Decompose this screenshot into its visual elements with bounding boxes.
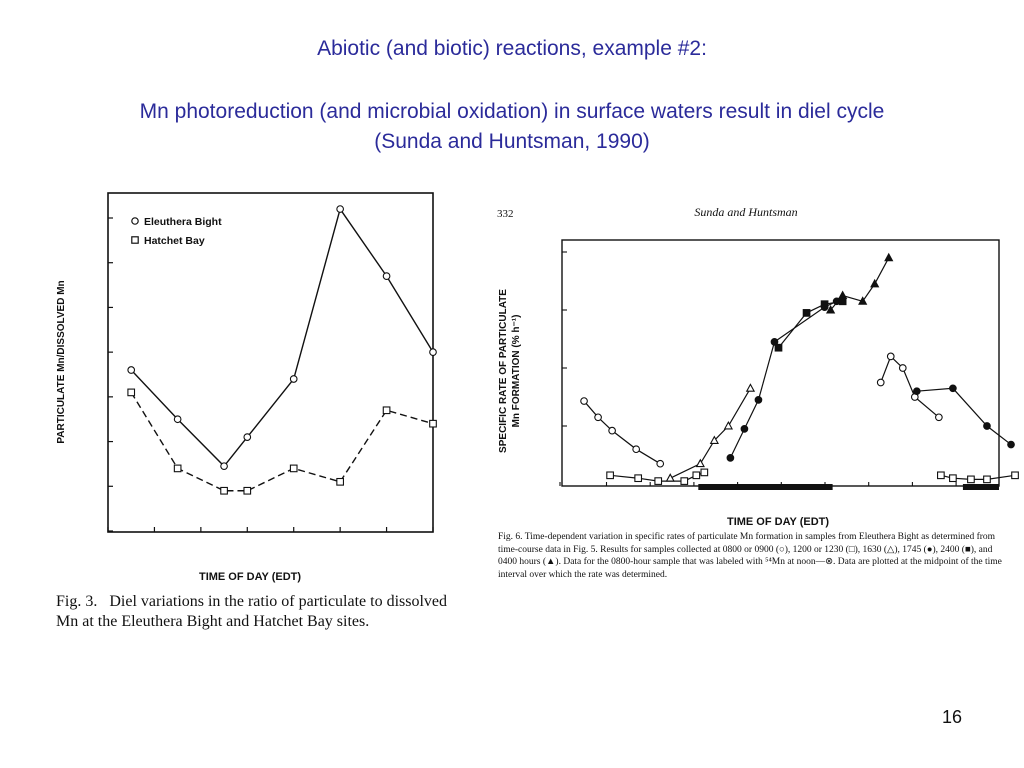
fig6-data-point-filled-circle — [914, 388, 921, 395]
fig6-data-point-open-circle — [633, 446, 640, 453]
fig6-series-line-filled-triangle — [831, 258, 889, 310]
fig6-data-point-filled-square — [803, 310, 810, 317]
fig6-data-point-open-circle — [595, 414, 602, 421]
fig6-data-point-open-square — [681, 478, 688, 485]
fig6-data-point-filled-triangle — [827, 306, 834, 313]
legend-label-hatchet: Hatchet Bay — [144, 235, 205, 247]
fig6-series-line-open-square — [941, 475, 1015, 479]
fig6-plot-frame — [562, 240, 999, 486]
fig6-data-point-open-circle — [581, 398, 588, 405]
fig6-data-point-open-circle — [609, 427, 616, 434]
page-number: 16 — [941, 707, 962, 727]
fig3-caption-text: Diel variations in the ratio of particulate to dissolved Mn at the Eleuthera Bight and Hatchet Bay sites. — [56, 593, 448, 630]
fig6-data-point-filled-circle — [950, 385, 957, 392]
fig6-data-point-open-triangle — [711, 437, 718, 444]
fig3-data-point-eleuthera — [430, 349, 437, 356]
fig6-data-point-open-triangle — [747, 384, 754, 391]
fig6-data-point-open-circle — [887, 353, 894, 360]
fig6-data-point-open-square — [607, 472, 614, 479]
fig6-data-point-filled-square — [821, 301, 828, 308]
fig3-plot-frame — [108, 193, 433, 532]
fig3-series-line-hatchet — [131, 392, 433, 490]
fig6-series-line-open-triangle — [670, 388, 750, 478]
fig3-data-point-hatchet — [383, 407, 390, 414]
fig6-data-point-filled-square — [839, 298, 846, 305]
fig6-data-point-filled-triangle — [859, 297, 866, 304]
legend-marker-eleuthera — [132, 218, 138, 224]
fig3-data-point-hatchet — [244, 487, 251, 494]
fig3-data-point-hatchet — [290, 465, 297, 472]
fig6-data-point-open-square — [693, 472, 700, 479]
fig6-series-line-open-circle — [584, 401, 660, 464]
fig6-data-point-open-square — [950, 475, 957, 482]
fig6-data-point-open-square — [984, 476, 991, 483]
fig6-data-point-open-square — [968, 476, 975, 483]
fig6-data-point-filled-circle — [821, 304, 828, 311]
fig6-data-point-open-square — [701, 469, 708, 476]
fig6-data-point-filled-circle — [833, 298, 840, 305]
fig6-data-point-open-circle — [899, 365, 906, 372]
fig6-data-point-open-circle — [657, 460, 664, 467]
fig6-data-point-open-square — [938, 472, 945, 479]
fig3-data-point-eleuthera — [244, 434, 251, 441]
fig6-page-authors: Sunda and Huntsman — [694, 205, 798, 219]
fig6-y-axis-label-line2: Mn FORMATION (% h⁻¹) — [511, 314, 522, 428]
fig3-data-point-hatchet — [430, 420, 437, 427]
fig6-caption: Fig. 6. Time-dependent variation in specific rates of particulate Mn formation in samples from Eleuthera Bight as determined from time-course data in Fig. 5. Results for samples collected at 0800 or 0900 (○), 1200 or 1230 (□), 1630 (△), 1745 (●), 2400 (■), and 0400 hours (▲). Data for the 0800-hour sample that was labeled with ⁵⁴Mn at noon—⊗. Data are plotted at the midpoint of the time interval over which the rate was determined. — [498, 532, 1002, 580]
fig6-data-point-filled-triangle — [839, 292, 846, 299]
fig3-data-point-hatchet — [174, 465, 181, 472]
fig3-data-point-hatchet — [337, 479, 344, 486]
fig6-series-line-filled-circle — [730, 301, 836, 458]
fig6-series-line-open-circle — [881, 356, 939, 417]
fig6-y-axis-label-line1: SPECIFIC RATE OF PARTICULATE — [498, 289, 509, 453]
fig6-data-point-open-triangle — [667, 474, 674, 481]
slide-citation: (Sunda and Huntsman, 1990) — [374, 130, 650, 153]
fig6-data-point-open-circle — [936, 414, 943, 421]
fig6-data-point-open-square — [635, 475, 642, 482]
fig6-data-point-open-circle — [877, 379, 884, 386]
fig3-data-point-eleuthera — [383, 273, 390, 280]
fig3-caption-label: Fig. 3. — [56, 593, 98, 610]
fig6-night-bar — [698, 484, 832, 490]
fig6-data-point-open-square — [655, 478, 662, 485]
fig6-data-point-filled-circle — [984, 423, 991, 430]
fig6-data-point-filled-circle — [771, 339, 778, 346]
fig3-data-point-eleuthera — [221, 463, 228, 470]
fig6-data-point-filled-square — [775, 344, 782, 351]
fig3-data-point-eleuthera — [128, 367, 135, 374]
legend-label-eleuthera: Eleuthera Bight — [144, 216, 222, 228]
fig6-data-point-open-square — [1012, 472, 1019, 479]
slide-subtitle: Mn photoreduction (and microbial oxidation) in surface waters result in diel cycle — [139, 100, 885, 123]
fig6-night-bar — [963, 484, 999, 490]
fig3-data-point-eleuthera — [174, 416, 181, 423]
fig3-data-point-hatchet — [128, 389, 135, 396]
fig6-data-point-open-triangle — [725, 422, 732, 429]
fig3-x-axis-label: TIME OF DAY (EDT) — [198, 571, 302, 583]
fig6-data-point-filled-circle — [741, 426, 748, 433]
fig6-data-point-filled-circle — [755, 397, 762, 404]
fig3-series-line-eleuthera — [131, 209, 433, 466]
legend-marker-hatchet — [132, 237, 138, 243]
fig3-data-point-eleuthera — [337, 206, 344, 213]
fig6-series-line-filled-circle — [917, 388, 1011, 444]
fig6-data-point-filled-triangle — [885, 254, 892, 261]
fig3-caption — [56, 592, 452, 632]
fig6-series-line-open-square — [610, 472, 704, 481]
fig3-y-axis-label: PARTICULATE Mn/DISSOLVED Mn — [56, 280, 67, 444]
fig6-page-number: 332 — [497, 208, 514, 220]
fig6-data-point-open-circle — [912, 394, 919, 401]
fig3-data-point-hatchet — [221, 487, 228, 494]
fig6-data-point-filled-circle — [1008, 441, 1015, 448]
fig3-data-point-eleuthera — [290, 376, 297, 383]
fig6-data-point-filled-circle — [727, 455, 734, 462]
fig6-series-line-filled-square — [778, 301, 842, 347]
fig6-x-axis-label: TIME OF DAY (EDT) — [726, 516, 830, 528]
slide-title: Abiotic (and biotic) reactions, example #2: — [317, 37, 707, 60]
fig6-data-point-open-triangle — [697, 460, 704, 467]
fig6-data-point-filled-triangle — [871, 280, 878, 287]
